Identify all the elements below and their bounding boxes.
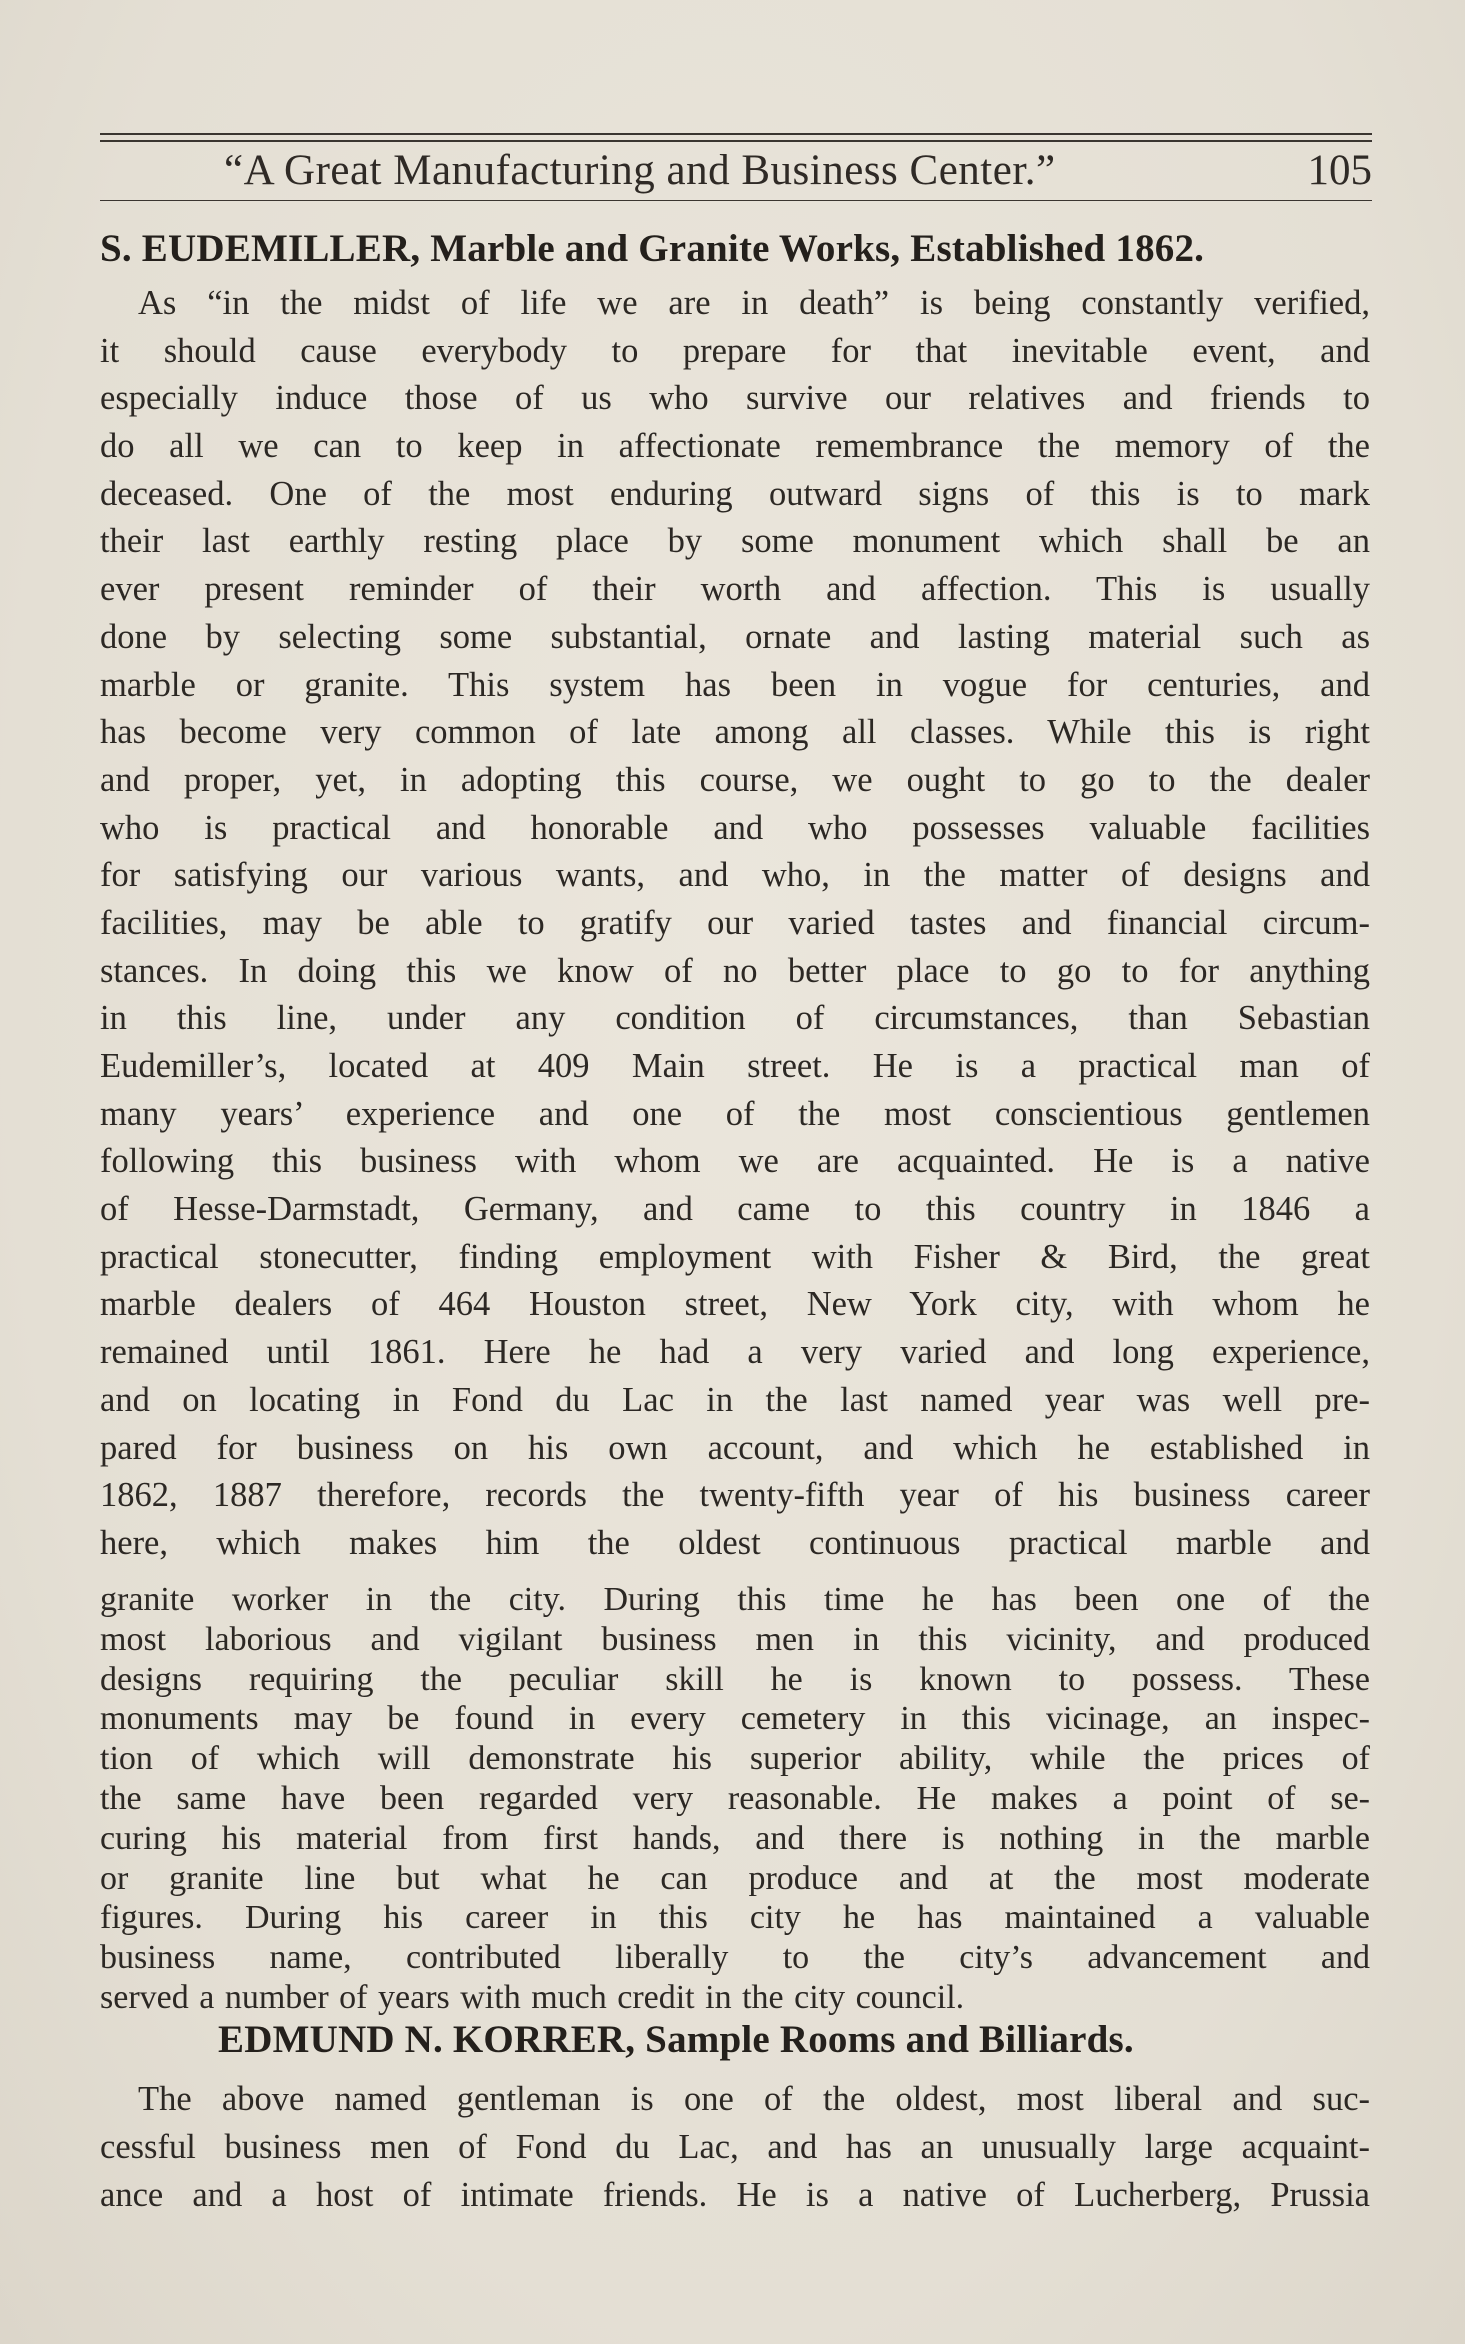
text-line: figures. During his career in this city he has maintained a valuable — [100, 1899, 1370, 1937]
text-line: remained until 1861. Here he had a very varied and long experience, — [100, 1333, 1370, 1372]
text-line: stances. In doing this we know of no better place to go to for anything — [100, 951, 1370, 990]
text-line: and on locating in Fond du Lac in the last named year was well pre- — [100, 1380, 1370, 1419]
text-line: curing his material from first hands, and there is nothing in the marble — [100, 1819, 1370, 1857]
text-line: done by selecting some substantial, ornate and lasting material such as — [100, 617, 1370, 656]
text-line: here, which makes him the oldest continuous practical marble and — [100, 1523, 1370, 1562]
text-line: practical stonecutter, finding employment with Fisher & Bird, the great — [100, 1237, 1370, 1276]
text-line: The above named gentleman is one of the oldest, most liberal and suc- — [138, 2080, 1370, 2118]
text-line: business name, contributed liberally to the city’s advancement and — [100, 1939, 1370, 1977]
text-line: marble dealers of 464 Houston street, New York city, with whom he — [100, 1285, 1370, 1324]
article-body-eudemiller-continued — [100, 1580, 1370, 2018]
text-line: granite worker in the city. During this time he has been one of the — [100, 1581, 1370, 1618]
text-line: designs requiring the peculiar skill he is known to possess. These — [100, 1660, 1370, 1698]
text-line: monuments may be found in every cemetery in this vicinage, an inspec- — [100, 1700, 1370, 1738]
text-line: facilities, may be able to gratify our varied tastes and financial circum- — [100, 903, 1370, 942]
text-line: for satisfying our various wants, and who, in the matter of designs and — [100, 856, 1370, 895]
running-header — [100, 143, 1372, 199]
text-line: in this line, under any condition of circumstances, than Sebastian — [100, 999, 1370, 1038]
text-line: pared for business on his own account, and which he established in — [100, 1428, 1370, 1467]
text-line: cessful business men of Fond du Lac, and has an unusually large acquaint- — [100, 2128, 1370, 2166]
header-rule-top-inner — [100, 140, 1372, 142]
text-line: or granite line but what he can produce and at the most moderate — [100, 1859, 1370, 1897]
text-line: of Hesse-Darmstadt, Germany, and came to this country in 1846 a — [100, 1190, 1370, 1229]
text-line: following this business with whom we are acquainted. He is a native — [100, 1142, 1370, 1181]
text-line: most laborious and vigilant business men in this vicinity, and produced — [100, 1620, 1370, 1658]
text-line: it should cause everybody to prepare for that inevitable event, and — [100, 331, 1370, 370]
text-line: has become very common of late among all classes. While this is right — [100, 713, 1370, 752]
text-line: Eudemiller’s, located at 409 Main street. He is a practical man of — [100, 1047, 1370, 1085]
article-heading-eudemiller: S. EUDEMILLER, Marble and Granite Works, Established 1862. — [100, 227, 1205, 270]
page-number: 105 — [1307, 147, 1372, 194]
text-line: deceased. One of the most enduring outward signs of this is to mark — [100, 474, 1370, 513]
text-line: ever present reminder of their worth and affection. This is usually — [100, 570, 1370, 609]
text-line: the same have been regarded very reasonable. He makes a point of se- — [100, 1779, 1370, 1817]
text-line: who is practical and honorable and who possesses valuable facilities — [100, 808, 1370, 847]
text-line: many years’ experience and one of the most conscientious gentlemen — [100, 1094, 1370, 1133]
text-line: and proper, yet, in adopting this course, we ought to go to the dealer — [100, 760, 1370, 799]
text-line: 1862, 1887 therefore, records the twenty-fifth year of his business career — [100, 1476, 1370, 1515]
header-rule-top — [100, 133, 1372, 135]
text-line: tion of which will demonstrate his superior ability, while the prices of — [100, 1740, 1370, 1778]
text-line: do all we can to keep in affectionate remembrance the memory of the — [100, 427, 1370, 466]
text-line: served a number of years with much credit in the city council. — [100, 1978, 965, 2016]
text-line: As “in the midst of life we are in death” is being constantly verified, — [138, 284, 1370, 322]
article-heading-korrer: EDMUND N. KORRER, Sample Rooms and Billiards. — [218, 2018, 1134, 2061]
text-line: especially induce those of us who survive our relatives and friends to — [100, 379, 1370, 418]
running-header-title: “A Great Manufacturing and Business Center.” — [224, 147, 1056, 194]
article-body-eudemiller — [100, 280, 1370, 1568]
text-line: their last earthly resting place by some monument which shall be an — [100, 522, 1370, 561]
text-line: marble or granite. This system has been in vogue for centuries, and — [100, 665, 1370, 704]
article-body-korrer — [100, 2075, 1370, 2219]
header-rule-bottom — [100, 200, 1372, 201]
text-line: ance and a host of intimate friends. He is a native of Lucherberg, Prussia — [100, 2176, 1370, 2214]
